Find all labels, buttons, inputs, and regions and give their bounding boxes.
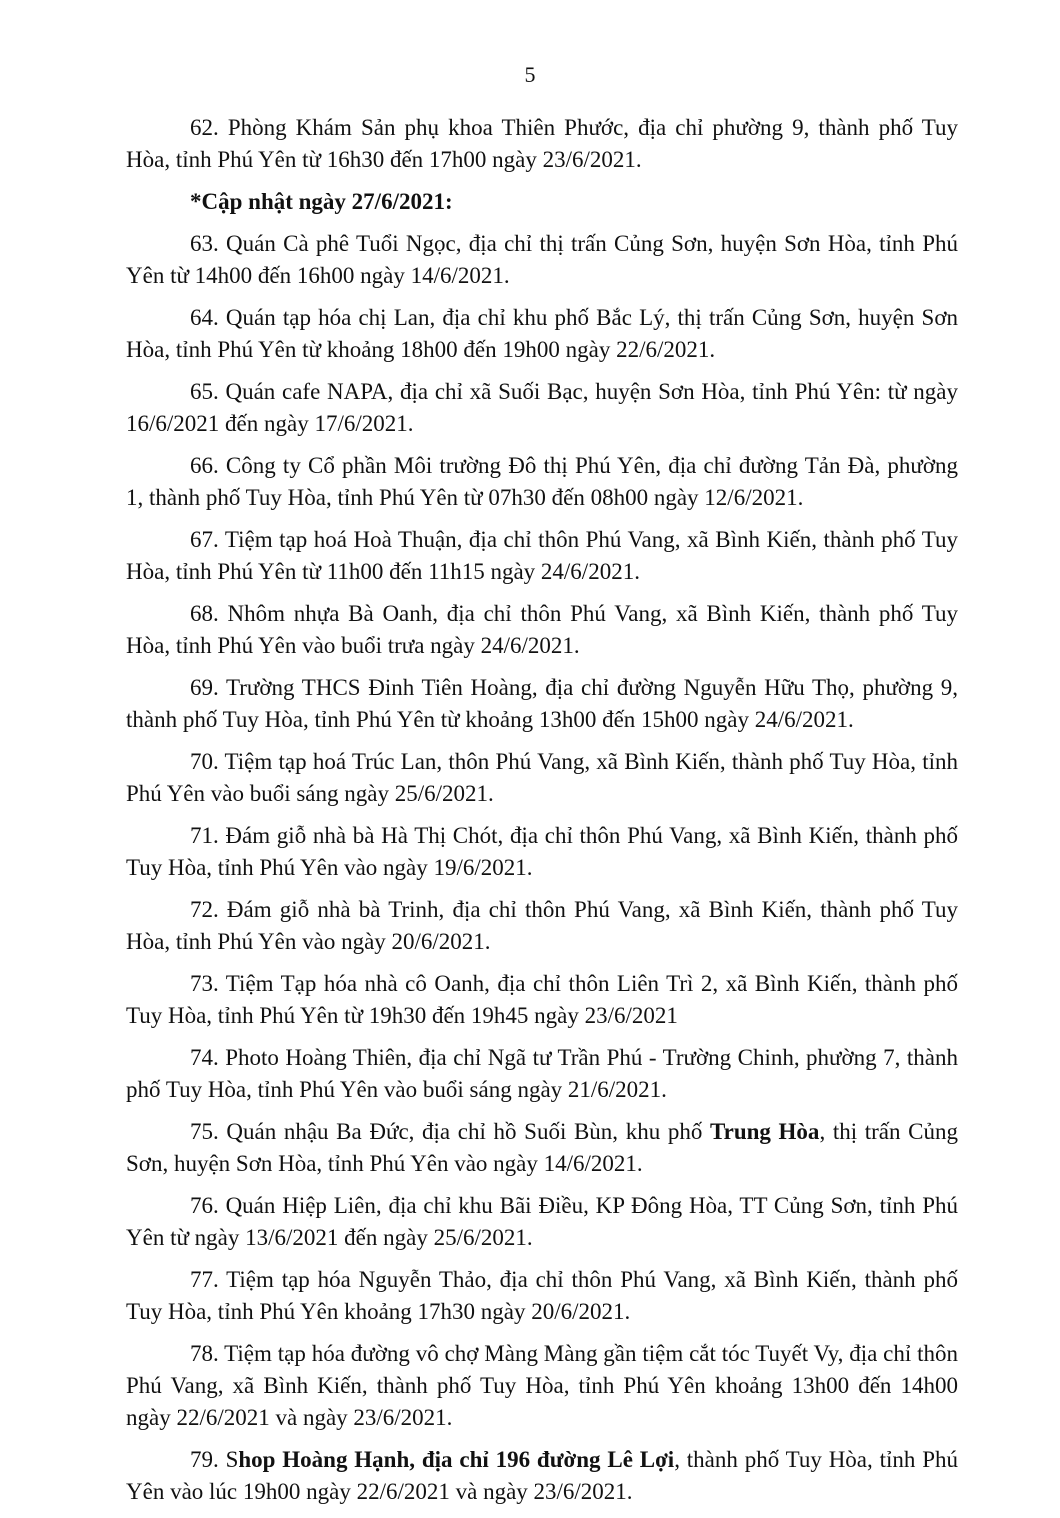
list-item <box>126 1444 958 1508</box>
list-item: 66. Công ty Cổ phần Môi trường Đô thị Phú Yên, địa chỉ đường Tản Đà, phường 1, thành phố Tuy Hòa, tỉnh Phú Yên từ 07h30 đến 08h00 ngày 12/6/2021. <box>126 453 958 510</box>
document-body <box>126 112 958 1518</box>
list-item: 73. Tiệm Tạp hóa nhà cô Oanh, địa chỉ thôn Liên Trì 2, xã Bình Kiến, thành phố Tuy Hòa, tỉnh Phú Yên từ 19h30 đến 19h45 ngày 23/6/2021 <box>126 971 958 1028</box>
section-heading: *Cập nhật ngày 27/6/2021: <box>190 189 453 214</box>
bold-text: hop Hoàng Hạnh, địa chỉ 196 đường Lê Lợi <box>238 1447 675 1472</box>
text-run: , thị trấn Củng Sơn, huyện Sơn Hòa, tỉnh Phú Yên vào ngày 14/6/2021. <box>126 1119 958 1176</box>
text-run: 75. Quán nhậu Ba Đức, địa chỉ hồ Suối Bùn, khu phố <box>190 1119 710 1144</box>
list-item: 62. Phòng Khám Sản phụ khoa Thiên Phước, địa chỉ phường 9, thành phố Tuy Hòa, tỉnh Phú Yên từ 16h30 đến 17h00 ngày 23/6/2021. <box>126 115 958 172</box>
list-item: 65. Quán cafe NAPA, địa chỉ xã Suối Bạc, huyện Sơn Hòa, tỉnh Phú Yên: từ ngày 16/6/2021 đến ngày 17/6/2021. <box>126 379 958 436</box>
list-item: 78. Tiệm tạp hóa đường vô chợ Màng Màng gần tiệm cắt tóc Tuyết Vy, địa chỉ thôn Phú Vang, xã Bình Kiến, thành phố Tuy Hòa, tỉnh Phú Yên khoảng 13h00 đến 14h00 ngày 22/6/2021 và ngày 23/6/2021. <box>126 1341 958 1430</box>
list-item: 69. Trường THCS Đinh Tiên Hoàng, địa chỉ đường Nguyễn Hữu Thọ, phường 9, thành phố Tuy Hòa, tỉnh Phú Yên từ khoảng 13h00 đến 15h00 ngày 24/6/2021. <box>126 675 958 732</box>
list-item: 64. Quán tạp hóa chị Lan, địa chỉ khu phố Bắc Lý, thị trấn Củng Sơn, huyện Sơn Hòa, tỉnh Phú Yên từ khoảng 18h00 đến 19h00 ngày 22/6/2021. <box>126 305 958 362</box>
list-item: 67. Tiệm tạp hoá Hoà Thuận, địa chỉ thôn Phú Vang, xã Bình Kiến, thành phố Tuy Hòa, tỉnh Phú Yên từ 11h00 đến 11h15 ngày 24/6/2021. <box>126 527 958 584</box>
page-number: 5 <box>524 62 536 87</box>
list-item: 72. Đám giỗ nhà bà Trinh, địa chỉ thôn Phú Vang, xã Bình Kiến, thành phố Tuy Hòa, tỉnh Phú Yên vào ngày 20/6/2021. <box>126 897 958 954</box>
bold-text: Trung Hòa <box>709 1119 820 1144</box>
list-item: 70. Tiệm tạp hoá Trúc Lan, thôn Phú Vang, xã Bình Kiến, thành phố Tuy Hòa, tỉnh Phú Yên vào buổi sáng ngày 25/6/2021. <box>126 749 958 806</box>
text-run: 79. S <box>190 1447 239 1472</box>
list-item: 63. Quán Cà phê Tuổi Ngọc, địa chỉ thị trấn Củng Sơn, huyện Sơn Hòa, tỉnh Phú Yên từ 14h00 đến 16h00 ngày 14/6/2021. <box>126 231 958 288</box>
list-item: 76. Quán Hiệp Liên, địa chỉ khu Bãi Điều, KP Đông Hòa, TT Củng Sơn, tỉnh Phú Yên từ ngày 13/6/2021 đến ngày 25/6/2021. <box>126 1193 958 1250</box>
list-item: 77. Tiệm tạp hóa Nguyễn Thảo, địa chỉ thôn Phú Vang, xã Bình Kiến, thành phố Tuy Hòa, tỉnh Phú Yên khoảng 17h30 ngày 20/6/2021. <box>126 1267 958 1324</box>
list-item: 68. Nhôm nhựa Bà Oanh, địa chỉ thôn Phú Vang, xã Bình Kiến, thành phố Tuy Hòa, tỉnh Phú Yên vào buổi trưa ngày 24/6/2021. <box>126 601 958 658</box>
list-item: 71. Đám giỗ nhà bà Hà Thị Chót, địa chỉ thôn Phú Vang, xã Bình Kiến, thành phố Tuy Hòa, tỉnh Phú Yên vào ngày 19/6/2021. <box>126 823 958 880</box>
text-run: , thành phố Tuy Hòa, tỉnh Phú Yên vào lúc 19h00 ngày 22/6/2021 và ngày 23/6/2021. <box>126 1447 958 1504</box>
list-item <box>126 1116 958 1180</box>
list-item: 74. Photo Hoàng Thiên, địa chỉ Ngã tư Trần Phú - Trường Chinh, phường 7, thành phố Tuy Hòa, tỉnh Phú Yên vào buổi sáng ngày 21/6/2021. <box>126 1045 958 1102</box>
